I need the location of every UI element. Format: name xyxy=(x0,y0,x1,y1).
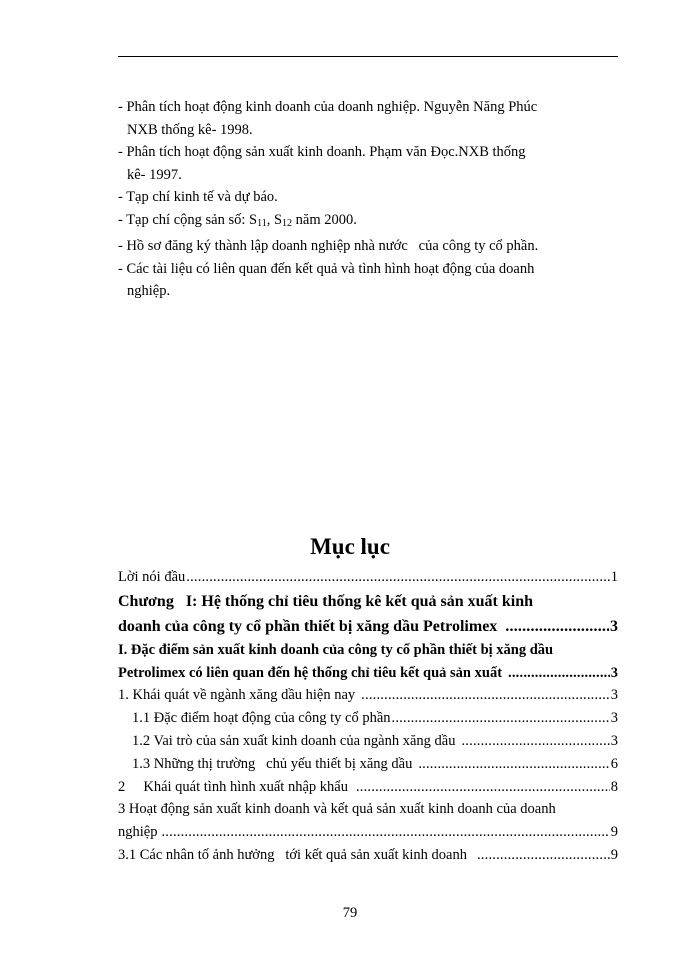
toc-title: Mục lục xyxy=(310,534,390,559)
dot-leader xyxy=(392,707,610,730)
toc-label: 1.3 Những thị trường chủ yếu thiết bị xăng dầu xyxy=(132,755,413,772)
reference-text: - Tạp chí cộng sản số: S xyxy=(118,211,258,228)
toc-entry-3[interactable] xyxy=(118,798,618,844)
reference-item: - Phân tích hoạt động kinh doanh của doanh nghiệp. Nguyễn Năng Phúc xyxy=(118,99,538,115)
toc-label: 3.1 Các nhân tố ảnh hưởng tới kết quả sản xuất kinh doanh xyxy=(118,846,467,863)
dot-leader xyxy=(508,662,610,685)
toc-page: 6 xyxy=(610,755,618,772)
reference-item: - Tạp chí kinh tế và dự báo. xyxy=(118,189,278,205)
dot-leader xyxy=(361,684,610,707)
toc-page: 3 xyxy=(610,664,618,681)
toc-label: Petrolimex có liên quan đến hệ thống chỉ tiêu kết quả sản xuất xyxy=(118,664,503,681)
reference-item-cont: nghiệp. xyxy=(127,283,171,299)
toc-page: 8 xyxy=(610,778,618,795)
header-rule xyxy=(118,56,618,57)
toc-label: Lời nói đầu xyxy=(118,569,186,585)
toc-entry-1-1[interactable] xyxy=(118,707,618,730)
toc-page: 3 xyxy=(610,710,618,727)
toc-label: 3 Hoạt động sản xuất kinh doanh và kết quả sản xuất kinh doanh của doanh xyxy=(118,801,556,818)
toc-label: 2 Khái quát tình hình xuất nhập khẩu xyxy=(118,778,348,795)
toc-entry-chapter-1[interactable] xyxy=(118,589,618,639)
dot-leader xyxy=(461,730,609,753)
toc-label: doanh của công ty cổ phần thiết bị xăng dầu Petrolimex xyxy=(118,617,498,635)
toc-label: I. Đặc điểm sản xuất kinh doanh của công ty cổ phần thiết bị xăng dầu xyxy=(118,641,554,658)
toc-label: nghiệp xyxy=(118,824,158,841)
toc-page: 3 xyxy=(610,617,618,635)
reference-item-cont: NXB thống kê- 1998. xyxy=(127,121,253,138)
reference-text: năm 2000. xyxy=(292,211,357,228)
dot-leader xyxy=(161,821,609,844)
dot-leader xyxy=(186,566,609,589)
reference-item: - Phân tích hoạt động sản xuất kinh doanh. Phạm văn Đọc.NXB thống xyxy=(118,144,526,160)
table-of-contents xyxy=(118,566,618,867)
dot-leader xyxy=(418,753,609,776)
toc-page: 3 xyxy=(610,687,618,704)
toc-page: 9 xyxy=(610,824,618,841)
reference-item-cont: kê- 1997. xyxy=(127,166,182,183)
dot-leader xyxy=(477,844,610,867)
reference-list xyxy=(118,96,618,303)
toc-label: 1. Khái quát về ngành xăng dầu hiện nay xyxy=(118,687,356,704)
toc-page: 3 xyxy=(610,732,618,749)
toc-page: 9 xyxy=(610,846,618,863)
toc-entry-1[interactable] xyxy=(118,684,618,707)
dot-leader xyxy=(356,776,610,799)
toc-page: 1 xyxy=(610,569,618,585)
toc-entry-1-3[interactable] xyxy=(118,753,618,776)
toc-entry-2[interactable] xyxy=(118,776,618,799)
subscript: 11 xyxy=(257,217,267,229)
toc-entry-section-1[interactable] xyxy=(118,639,618,685)
reference-item: - Các tài liệu có liên quan đến kết quả và tình hình hoạt động của doanh xyxy=(118,260,535,277)
toc-entry-intro[interactable] xyxy=(118,566,618,589)
toc-entry-1-2[interactable] xyxy=(118,730,618,753)
reference-item: - Hồ sơ đăng ký thành lập doanh nghiệp nhà nước của công ty cổ phần. xyxy=(118,238,539,254)
toc-label: 1.2 Vai trò của sản xuất kinh doanh của ngành xăng dầu xyxy=(132,732,456,749)
dot-leader xyxy=(505,614,609,639)
toc-label: Chương I: Hệ thống chỉ tiêu thống kê kết quả sản xuất kinh xyxy=(118,592,533,610)
reference-text: , S xyxy=(266,211,283,228)
toc-entry-3-1[interactable] xyxy=(118,844,618,867)
toc-label: 1.1 Đặc điểm hoạt động của công ty cổ phần xyxy=(132,710,391,727)
page-number: 79 xyxy=(342,905,358,921)
subscript: 12 xyxy=(282,217,293,229)
reference-item xyxy=(118,209,618,236)
